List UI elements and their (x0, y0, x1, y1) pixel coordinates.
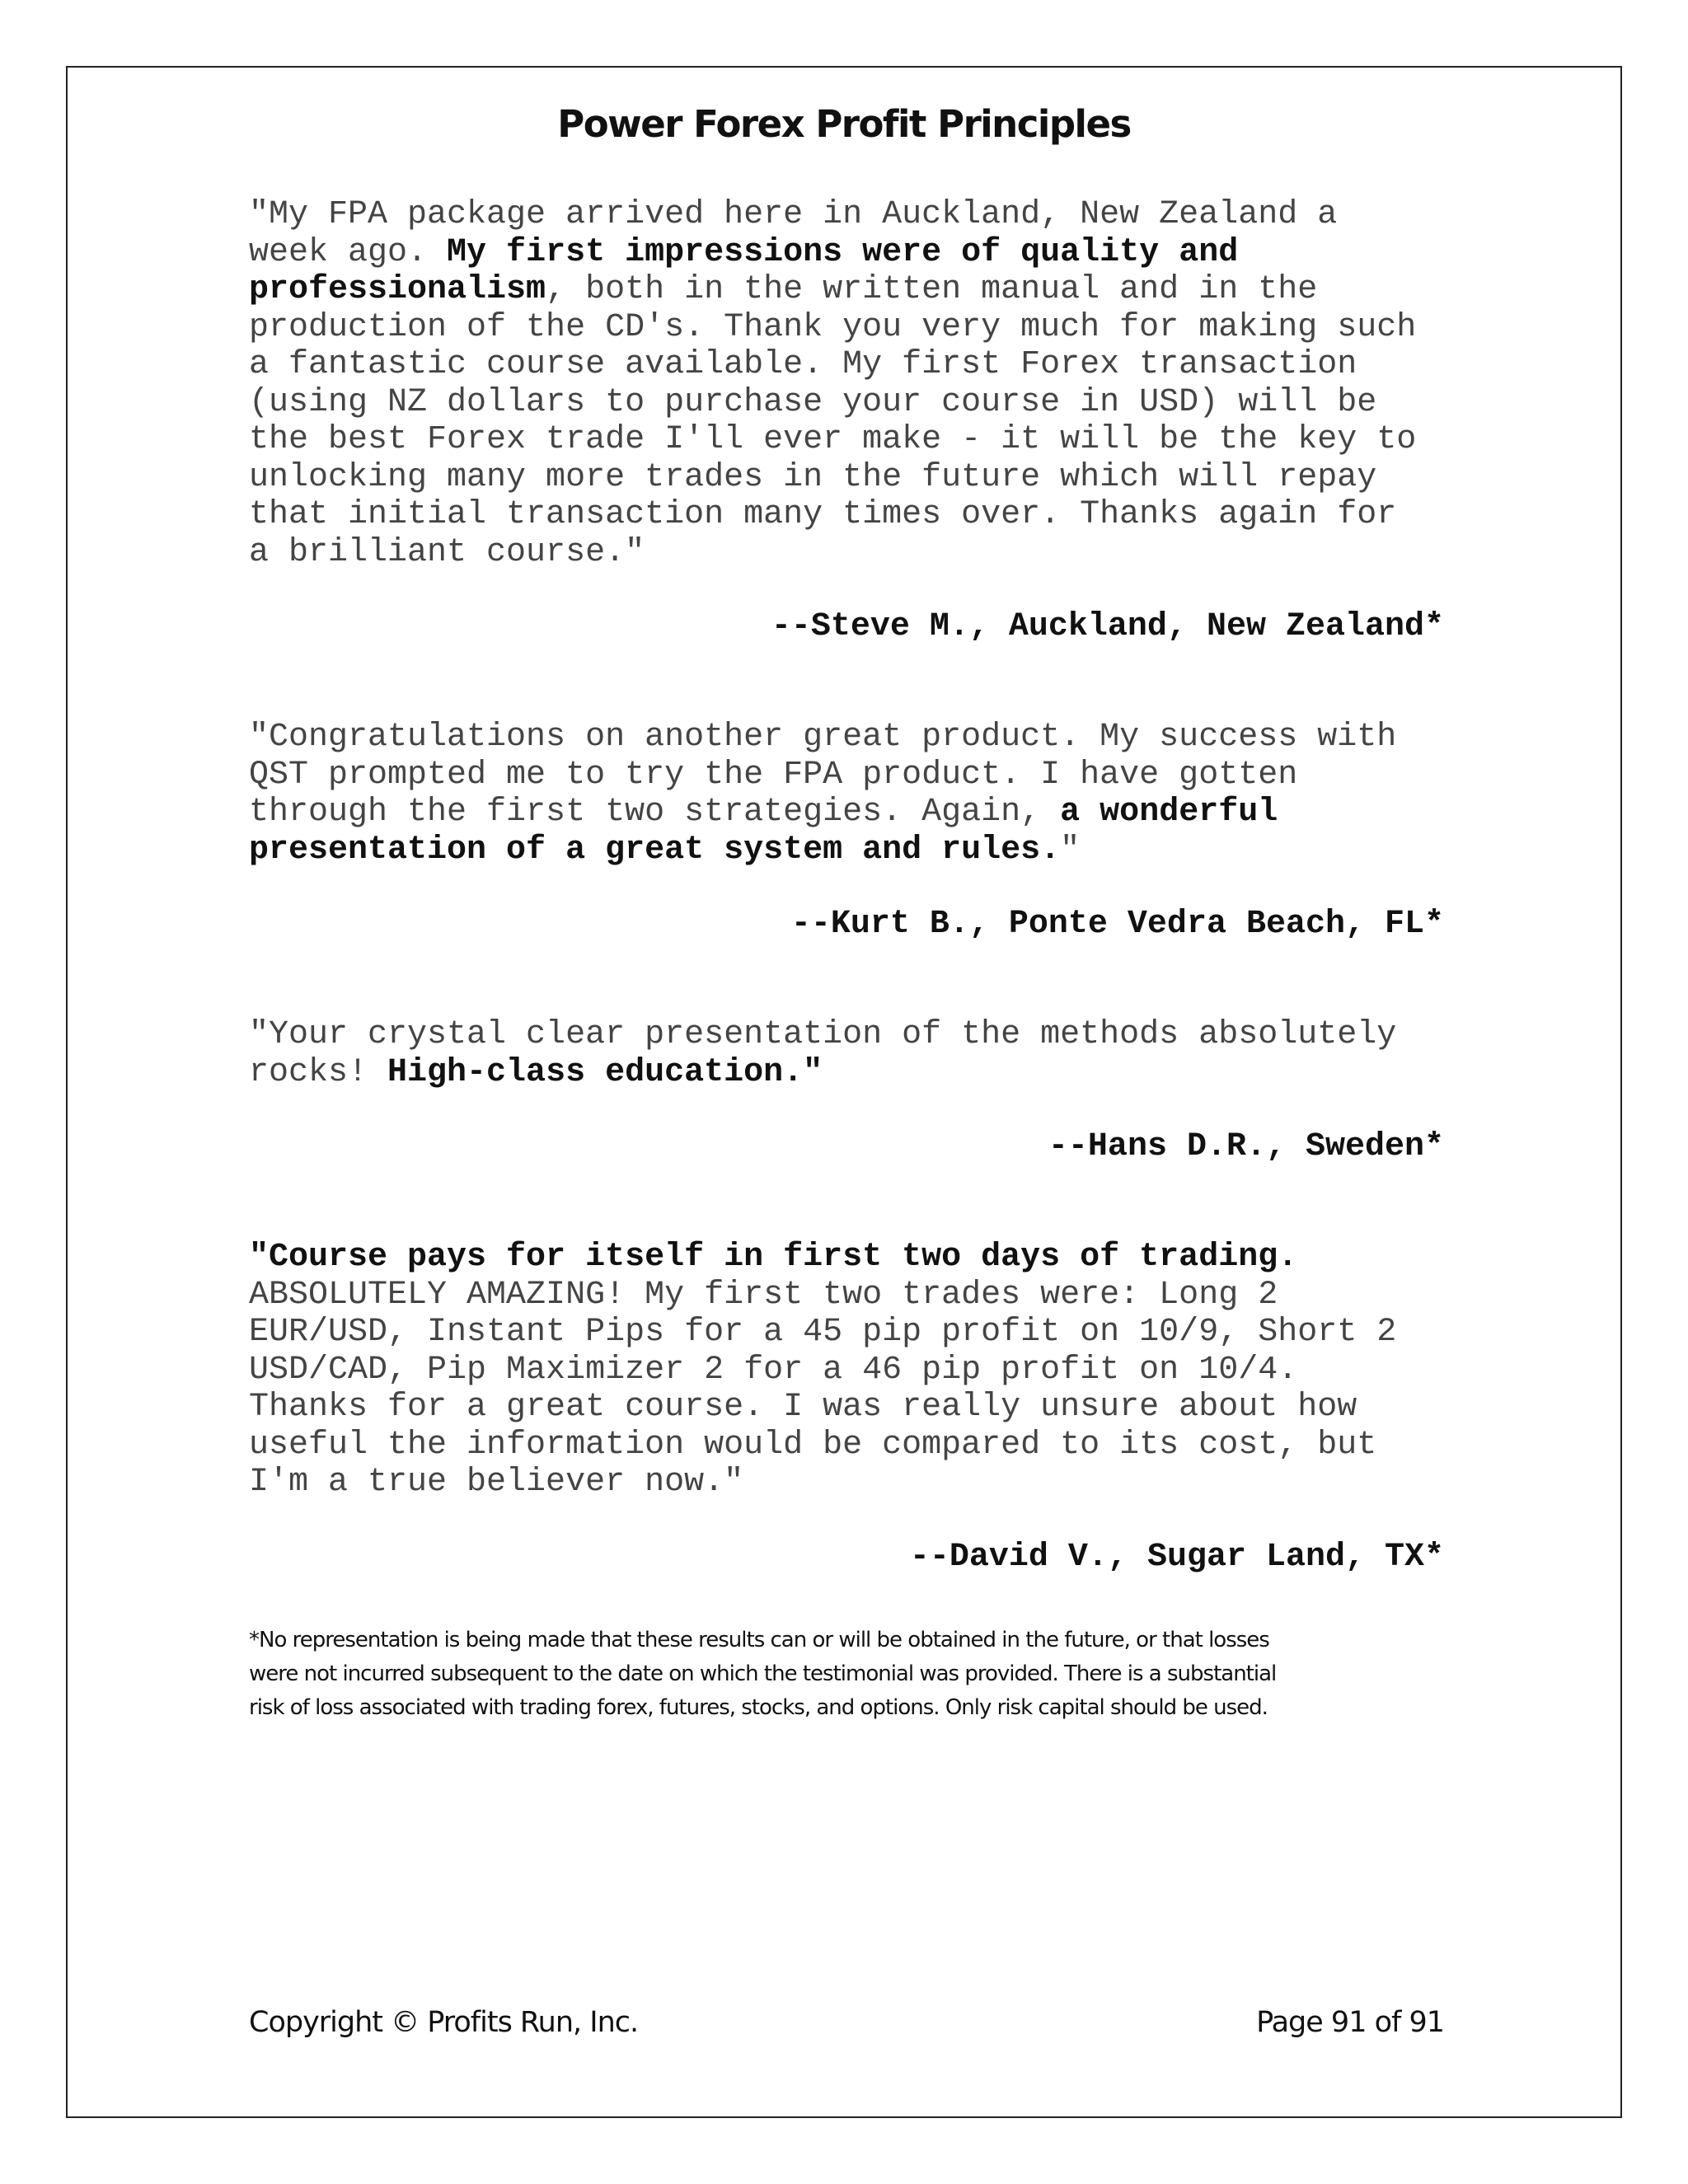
quote-highlight: High-class education." (387, 1053, 823, 1091)
testimonial-quote (249, 196, 1444, 571)
quote-text: ABSOLUTELY AMAZING! My first two trades were: Long 2 EUR/USD, Instant Pips for a 45 pip profit on 10/9, Short 2 USD/CAD, Pip Maximizer 2 for a 46 pip profit on 10/4. Thanks for a great course. I was really unsure about how useful the information would be compared to its cost, but I'm a true believer now." (249, 1276, 1397, 1501)
testimonial-attribution: --Steve M., Auckland, New Zealand* (771, 608, 1444, 645)
page-title: Power Forex Profit Principles (557, 102, 1131, 146)
disclaimer: *No representation is being made that these results can or will be obtained in the future, or that losses were not incurred subsequent to the date on which the testimonial was provided. There is a substantial risk of loss associated with trading forex, futures, stocks, and options. Only risk capital should be used. (249, 1628, 1277, 1720)
testimonial-attribution: --Hans D.R., Sweden* (1048, 1128, 1444, 1165)
quote-highlight: "Course pays for itself in first two days of trading. (249, 1239, 1298, 1276)
quote-text: "Congratulations on another great product. My success with QST prompted me to try the FPA product. I have gotten through the first two strategies. Again, (249, 719, 1397, 831)
testimonial-quote (249, 719, 1444, 869)
quote-text: "Your crystal clear presentation of the methods absolutely rocks! (249, 1016, 1397, 1091)
testimonial-quote (249, 1239, 1444, 1502)
quote-highlight: My first impressions were of quality and professionalism (249, 233, 1239, 308)
quote-highlight: a wonderful presentation of a great system and rules. (249, 794, 1278, 869)
testimonials (249, 196, 1444, 1577)
quote-text: , both in the written manual and in the production of the CD's. Thank you very much for making such a fantastic course available. My first Forex transaction (using NZ dollars to purchase your course in USD) will be the best Forex trade I'll ever make - it will be the key to unlocking many more trades in the future which will repay that initial transaction many times over. Thanks again for a brilliant course." (249, 271, 1417, 571)
quote-text: "My FPA package arrived here in Auckland, New Zealand a week ago. (249, 196, 1338, 271)
footer-copyright: Copyright © Profits Run, Inc. (249, 2006, 639, 2039)
testimonial-quote (249, 1016, 1444, 1091)
footer-page-number: Page 91 of 91 (1256, 2006, 1444, 2039)
testimonial-attribution: --David V., Sugar Land, TX* (909, 1538, 1444, 1576)
testimonial-attribution: --Kurt B., Ponte Vedra Beach, FL* (790, 906, 1444, 943)
quote-text: " (1060, 831, 1081, 869)
